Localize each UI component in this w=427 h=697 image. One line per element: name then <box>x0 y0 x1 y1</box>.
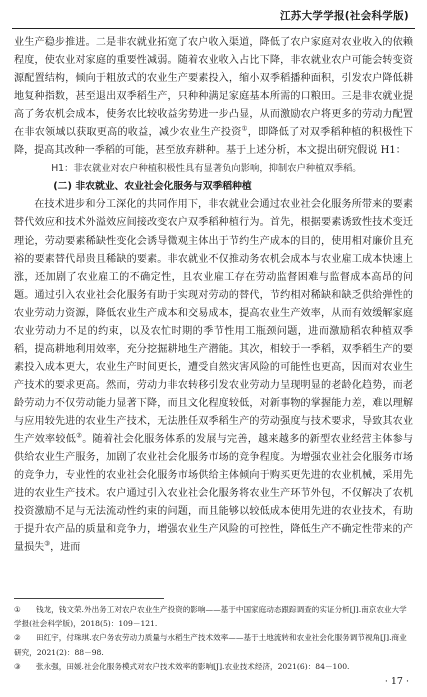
footnotes <box>14 603 413 674</box>
header-rule <box>12 28 415 29</box>
footnote: ③ 张永强，田媛.社会化服务模式对农户技术效率的影响[J].农业技术经济，2021(6)：84－100. <box>14 660 413 674</box>
section-heading: (二) 非农就业、农业社会化服务与双季稻种植 <box>53 181 252 193</box>
body-paragraph: 业生产稳步推进。二是非农就业拓宽了农户收入渠道，降低了农户家庭对农业收入的依赖程度，使农业对家庭的重要性减弱。随着农业收入占比下降，非农就业农户可能会转变资源配置结构，倾向于粗放式的农业生产要素投入，缩小双季稻播种面积，引发农户降低耕地复种指数，甚至退出双季稻生产，只种种满足家庭基本所需的口粮田。三是非农就业提高了务农机会成本，使务农比较收益劣势进一步凸显，从而激励农户将更多的劳动力配置在非农领域以获取更高的收益，减少农业生产投资①，即降低了对双季稻种植的积极性下降，提高其改种一季稻的可能，甚至放弃耕种。基于上述分析，本文提出研究假说 H1： <box>14 37 414 157</box>
body-paragraph: 在技术进步和分工深化的共同作用下，非农就业会通过农业社会化服务所带来的要素替代效应和技术外溢效应间接改变农户双季稻种植行为。首先，根据要素诱致性技术变迁理论，劳动要素稀缺性变化会诱导微观主体出于节约生产成本的目的，使用相对廉价且充裕的要素替代昂贵且稀缺的要素。非农就业不仅推动务农机会成本与农业雇工成本快速上涨，还加剧了农业雇工的不确定性，且农业雇工存在劳动监督困难与监督成本高昂的问题。通过引入农业社会化服务有助于实现对劳动的替代，节约相对稀缺和缺乏供给弹性的农业劳动力资源，降低农业生产成本和交易成本，提高农业生产效率，从而有效缓解家庭农业劳动力不足的约束，以及农忙时期的季节性用工瓶颈问题，进而激励稻农种植双季稻，提高耕地利用效率，充分挖掘耕地生产潜能。其次，相较于一季稻，双季稻生产的要素投入成本更大，农业生产时间更长，遭受自然灾害风险的可能性也更高，因而对农业生产技术的要求更高。然而，劳动力非农转移引发农业劳动力呈现明显的老龄化趋势，而老龄劳动力不仅劳动能力显著下降，而且文化程度较低，对新事物的掌握能力差，难以理解与应用较先进的农业生产技术，无法胜任双季稻生产的劳动强度与技术要求，导致其农业生产效率较低②。随着社会化服务体系的发展与完善，越来越多的新型农业经营主体参与供给农业生产服务，加剧了农业社会化服务市场的竞争程度。为增强农业社会化服务市场的竞争力，专业性的农业社会化服务市场供给主体倾向于购买更先进的农业机械，采用先进的农业生产技术。农户通过引入农业社会化服务将农业生产环节外包，不仅解决了农机投资激励不足与无法流动性约束的问题，而且能够以较低成本使用先进的农业技术，有助于提升农产品的质量和竞争力，增强农业生产风险的可控性，降低生产不确定性带来的产量损失③，进而 <box>14 199 414 554</box>
footnote: ① 钱龙，钱文荣.外出务工对农户农业生产投资的影响——基于中国家庭动态跟踪调查的实证分析[J].南京农业大学学报(社会科学版)，2018(5)：109－121. <box>14 605 407 629</box>
hypothesis-h1: H1：非农就业对农户种植积极性具有显著负向影响，抑制农户种植双季稻。 <box>51 163 362 175</box>
body-text <box>14 34 413 557</box>
footnote-mark: ① <box>14 605 21 614</box>
footnote-mark: ② <box>14 633 21 643</box>
footnote-ref: ③ <box>44 539 51 548</box>
journal-header: 江苏大学学报(社会科学版) <box>280 10 409 22</box>
footnote: ② 田红宇，付珠琪.农户务农劳动力质量与水稻生产技术效率——基于土地流转和农业社会化服务调节视角[J].商业研究，2021(2)：88－98. <box>14 633 407 657</box>
footnote-mark: ③ <box>14 661 21 671</box>
page-number: · 17 · <box>384 676 409 687</box>
footnote-rule <box>14 598 164 599</box>
footnote-ref: ① <box>241 124 248 133</box>
footnote-ref: ② <box>76 431 83 440</box>
